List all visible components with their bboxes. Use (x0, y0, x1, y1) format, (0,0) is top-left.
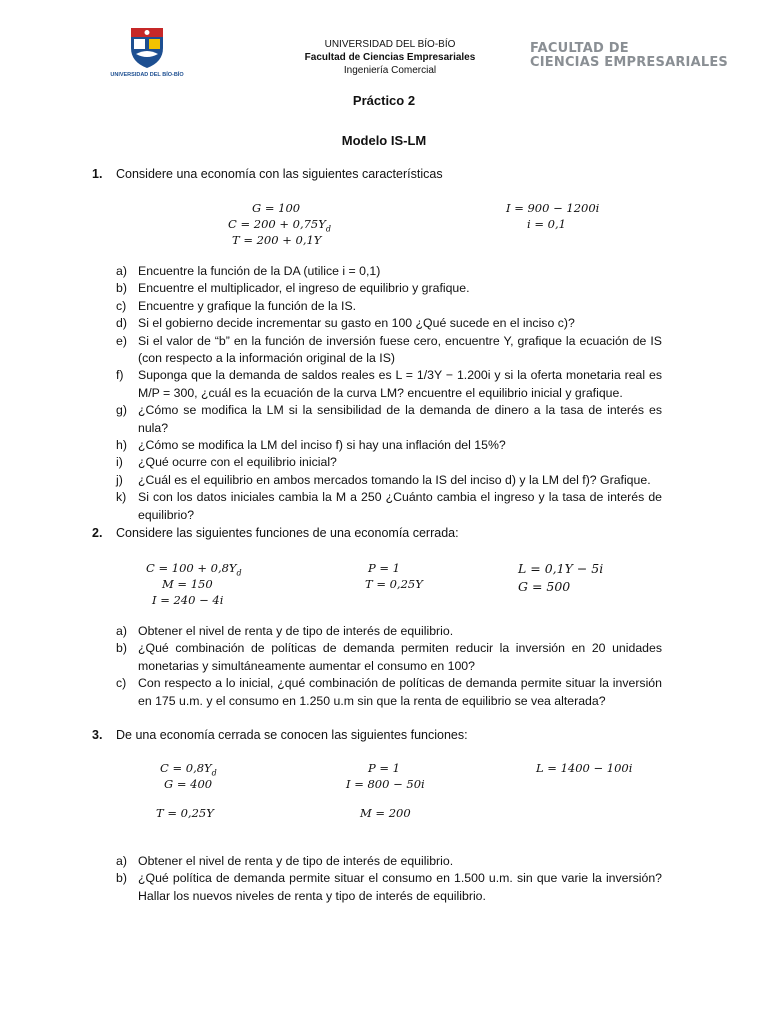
item-text: Encuentre el multiplicador, el ingreso de equilibrio y grafique. (138, 281, 470, 296)
page-subtitle: Modelo IS-LM (341, 133, 427, 148)
question-prompt: Considere las siguientes funciones de una economía cerrada: (116, 526, 459, 540)
item-text: ¿Cuál es el equilibrio en ambos mercados tomando la IS del inciso d) y la LM del f)? Grafique. (138, 472, 651, 487)
item-text: Si el valor de “b” en la función de inversión fuese cero, encuentre Y, grafique la ecuación de IS (con respecto a la información original de la IS) (138, 333, 662, 366)
equation-interest: i = 0,1 (527, 217, 566, 231)
faculty-logo-text (530, 42, 728, 70)
sub-question-item (116, 853, 662, 870)
equation-p: P = 1 (368, 561, 401, 575)
equation-m: M = 200 (360, 806, 411, 820)
sub-question-item (116, 367, 662, 402)
sub-question-item (116, 640, 662, 675)
page-title: Práctico 2 (352, 93, 416, 108)
item-text: ¿Cómo se modifica la LM del inciso f) si hay una inflación del 15%? (138, 438, 506, 453)
item-text: Encuentre la función de la DA (utilice i = 0,1) (138, 264, 381, 278)
university-name: UNIVERSIDAD DEL BÍO-BÍO (324, 39, 456, 50)
item-letter: e) (116, 333, 127, 348)
item-letter: j) (116, 472, 123, 487)
faculty-logo-line1: FACULTAD DE (530, 41, 629, 56)
equation-g: G = 400 (164, 777, 213, 791)
item-letter: b) (116, 871, 127, 886)
item-text: Obtener el nivel de renta y de tipo de interés de equilibrio. (138, 854, 454, 868)
item-letter: b) (116, 641, 127, 656)
equation-c: $C = 200 + 0,75Y_d$ (228, 217, 331, 234)
item-letter: a) (116, 854, 127, 868)
item-letter: a) (116, 624, 127, 638)
item-text: ¿Qué política de demanda permite situar el consumo en 1.500 u.m. sin que varie la inversión? Hallar los nuevos niveles de renta y tipo de interés de equilibrio. (138, 871, 662, 903)
question-number: 3. (92, 728, 103, 742)
item-text: Con respecto a lo inicial, ¿qué combinación de políticas de demanda permite situar la inversión en 175 u.m. y el consumo en 1.250 u.m sin que la renta de equilibrio se vea alterada? (138, 676, 662, 708)
sub-question-item (116, 489, 662, 524)
equation-t: T = 0,25Y (365, 577, 423, 591)
item-text: Encuentre y grafique la función de la IS. (138, 298, 357, 313)
equation-t: T = 0,25Y (156, 806, 214, 820)
equation-t: T = 200 + 0,1Y (232, 233, 322, 247)
item-text: Suponga que la demanda de saldos reales es L = 1/3Y − 1.200i y si la oferta monetaria real es M/P = 300, ¿cuál es la ecuación de la curva LM? encuentre el equilibrio inicial y grafique. (138, 368, 662, 400)
question-2-items (116, 623, 662, 710)
sub-question-item (116, 263, 662, 280)
sub-question-item (116, 870, 662, 905)
question-number: 1. (92, 167, 103, 181)
item-letter: k) (116, 490, 127, 505)
item-letter: c) (116, 676, 127, 691)
question-prompt: De una economía cerrada se conocen las siguientes funciones: (116, 728, 468, 742)
sub-question-item (116, 675, 662, 710)
logo-caption: UNIVERSIDAD DEL BÍO-BÍO (110, 72, 184, 78)
equation-l: L = 1400 − 100i (536, 761, 633, 775)
item-text: Si con los datos iniciales cambia la M a 250 ¿Cuánto cambia el ingreso y la tasa de interés de equilibrio? (138, 490, 662, 522)
equation-m: M = 150 (162, 577, 213, 591)
item-text: ¿Cómo se modifica la LM si la sensibilidad de la demanda de dinero a la tasa de interés es nula? (138, 403, 662, 435)
item-letter: i) (116, 455, 123, 470)
item-text: Si el gobierno decide incrementar su gasto en 100 ¿Qué sucede en el inciso c)? (138, 316, 575, 331)
sub-question-item (116, 402, 662, 437)
equation-i: I = 900 − 1200i (506, 201, 600, 215)
equation-p: P = 1 (368, 761, 401, 775)
program-name: Ingeniería Comercial (343, 65, 437, 76)
sub-question-item (116, 437, 662, 454)
sub-question-item (116, 454, 662, 471)
item-text: ¿Qué combinación de políticas de demanda permiten reducir la inversión en 20 unidades monetarias y simultáneamente aumentar el consumo en 100? (138, 641, 662, 673)
question-prompt: Considere una economía con las siguientes características (116, 167, 443, 181)
faculty-name: Facultad de Ciencias Empresariales (304, 52, 476, 63)
equation-g: G = 100 (252, 201, 301, 215)
item-letter: a) (116, 264, 127, 278)
header-institution (230, 38, 550, 77)
item-letter: g) (116, 403, 127, 418)
equation-c: $C = 100 + 0,8Y_d$ (146, 561, 242, 578)
equation-i: I = 800 − 50i (346, 777, 425, 791)
item-letter: h) (116, 438, 127, 453)
equation-c: $C = 0,8Y_d$ (160, 761, 217, 778)
item-text: Obtener el nivel de renta y de tipo de interés de equilibrio. (138, 624, 454, 638)
question-number: 2. (92, 526, 103, 540)
item-letter: d) (116, 316, 127, 331)
university-crest-logo (128, 24, 166, 70)
equation-l: L = 0,1Y − 5i (518, 561, 604, 576)
sub-question-item (116, 472, 662, 489)
item-letter: f) (116, 368, 124, 383)
sub-question-item (116, 315, 662, 332)
question-1-items (116, 263, 662, 524)
sub-question-item (116, 280, 662, 297)
item-text: ¿Qué ocurre con el equilibrio inicial? (138, 455, 337, 470)
question-3-items (116, 853, 662, 905)
equation-g: G = 500 (518, 579, 571, 594)
equation-i: I = 240 − 4i (152, 593, 224, 607)
sub-question-item (116, 333, 662, 368)
sub-question-item (116, 298, 662, 315)
faculty-logo-line2: CIENCIAS EMPRESARIALES (530, 55, 728, 70)
item-letter: b) (116, 281, 127, 296)
item-letter: c) (116, 298, 127, 313)
sub-question-item (116, 623, 662, 640)
